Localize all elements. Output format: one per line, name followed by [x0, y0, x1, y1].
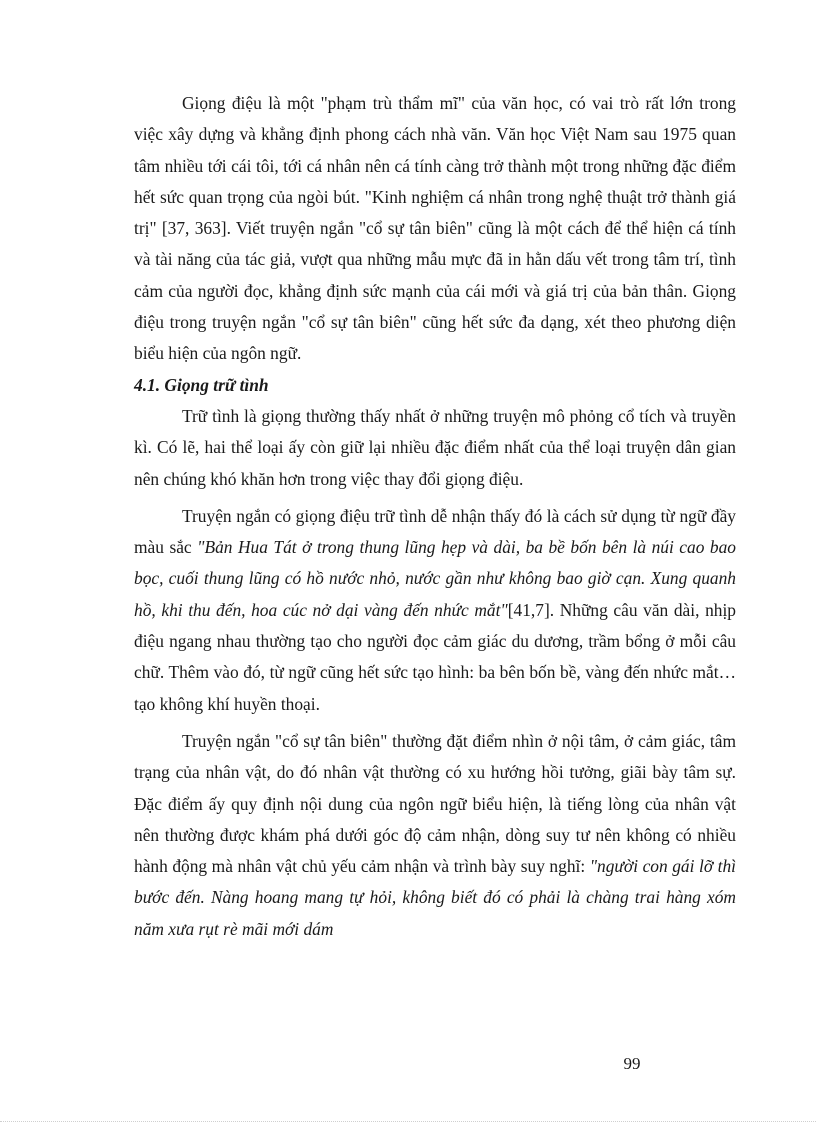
page-number: 99: [623, 1054, 641, 1073]
paragraph-text: [41,7]. Những câu văn dài, nhịp điệu ngang nhau thường tạo cho người đọc cảm giác du dương, trầm bổng ở mỗi câu chữ. Thêm vào đó, từ ngữ cũng hết sức tạo hình: ba bên bốn bề, vàng đến nhức mắt… tạo không khí huyền thoại.: [134, 599, 736, 714]
paragraph-inner-perspective: [134, 726, 736, 945]
section-heading: 4.1. Giọng trữ tình: [134, 374, 269, 395]
paragraph-text: Truyện ngắn có giọng điệu trữ tình dễ nhận thấy đó là cách sử dụng từ ngữ đầy màu sắc: [134, 505, 736, 558]
page-bottom-rule: [0, 1121, 816, 1122]
document-body: [134, 88, 736, 945]
quotation: "Bản Hua Tát ở trong thung lũng hẹp và dài, ba bề bốn bên là núi cao bao bọc, cuối thung lũng có hồ nước nhỏ, nước gần như không bao giờ cạn. Xung quanh hồ, khi thu đến, hoa cúc nở dại vàng đến nhức mắt": [134, 537, 737, 620]
paragraph-word-usage: [134, 501, 736, 720]
paragraph-text: Truyện ngắn "cổ sự tân biên" thường đặt điểm nhìn ở nội tâm, ở cảm giác, tâm trạng của nhân vật, do đó nhân vật thường có xu hướng hồi tưởng, giãi bày tâm sự. Đặc điểm ấy quy định nội dung của ngôn ngữ biểu hiện, là tiếng lòng của nhân vật nên thường được khám phá dưới góc độ cảm nhận, dòng suy tư nên không có nhiều hành động mà nhân vật chủ yếu cảm nhận và trình bày suy nghĩ:: [134, 730, 736, 877]
paragraph-intro: Giọng điệu là một "phạm trù thẩm mĩ" của văn học, có vai trò rất lớn trong việc xây dựng và khẳng định phong cách nhà văn. Văn học Việt Nam sau 1975 quan tâm nhiều tới cái tôi, tới cá nhân nên cá tính càng trở thành một trong những đặc điểm hết sức quan trọng của ngòi bút. "Kinh nghiệm cá nhân trong nghệ thuật trở thành giá trị" [37, 363]. Viết truyện ngắn "cổ sự tân biên" cũng là một cách để thể hiện cá tính và tài năng của tác giả, vượt qua những mẫu mực đã in hằn dấu vết trong tâm trí, tình cảm của người đọc, khẳng định sức mạnh của cái mới và giá trị của bản thân. Giọng điệu trong truyện ngắn "cổ sự tân biên" cũng hết sức đa dạng, xét theo phương diện biểu hiện của ngôn ngữ.: [134, 93, 736, 364]
quotation: "người con gái lỡ thì bước đến. Nàng hoang mang tự hỏi, không biết đó có phải là chàng trai hàng xóm năm xưa rụt rè mãi mới dám: [134, 856, 736, 939]
paragraph-lyrical-voice: Trữ tình là giọng thường thấy nhất ở những truyện mô phỏng cổ tích và truyền kì. Có lẽ, hai thể loại ấy còn giữ lại nhiều đặc điểm nhất của thể loại truyện dân gian nên chúng khó khăn hơn trong việc thay đổi giọng điệu.: [134, 405, 736, 489]
